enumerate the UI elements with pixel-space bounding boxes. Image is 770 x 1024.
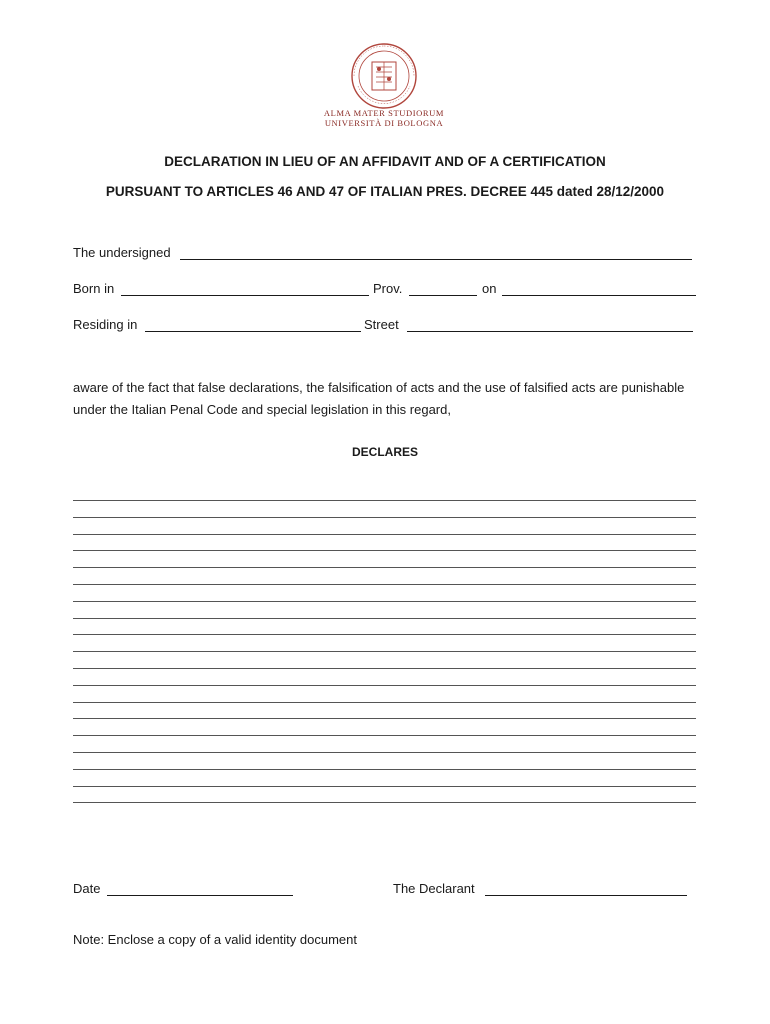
declaration-line[interactable]	[73, 668, 696, 669]
declaration-line[interactable]	[73, 702, 696, 703]
note-text: Note: Enclose a copy of a valid identity document	[73, 932, 357, 947]
declaration-line[interactable]	[73, 517, 696, 518]
declaration-line[interactable]	[73, 500, 696, 501]
undersigned-field[interactable]	[180, 259, 692, 260]
birth-date-field[interactable]	[502, 295, 696, 296]
declaration-line[interactable]	[73, 769, 696, 770]
prov-field[interactable]	[409, 295, 477, 296]
undersigned-label: The undersigned	[73, 245, 171, 260]
logo-text-line1: ALMA MATER STUDIORUM	[323, 108, 445, 118]
date-label: Date	[73, 881, 101, 896]
declares-heading: DECLARES	[351, 445, 418, 459]
birth-row	[73, 281, 696, 299]
residing-in-field[interactable]	[145, 331, 361, 332]
declaration-line[interactable]	[73, 550, 696, 551]
declaration-line[interactable]	[73, 752, 696, 753]
residence-row	[73, 317, 696, 335]
declaration-line[interactable]	[73, 584, 696, 585]
declaration-line[interactable]	[73, 802, 696, 803]
date-row	[73, 881, 298, 899]
declarant-signature-field[interactable]	[485, 895, 687, 896]
declaration-line[interactable]	[73, 718, 696, 719]
declaration-line[interactable]	[73, 534, 696, 535]
logo-text-line2: UNIVERSITÀ DI BOLOGNA	[324, 118, 444, 128]
declaration-line[interactable]	[73, 634, 696, 635]
declaration-line[interactable]	[73, 601, 696, 602]
statement-paragraph: aware of the fact that false declarations, the falsification of acts and the use of falsified acts are punishable under the Italian Penal Code and special legislation in this regard,	[73, 380, 685, 417]
university-logo	[322, 42, 446, 126]
date-field[interactable]	[107, 895, 293, 896]
street-label: Street	[364, 317, 399, 332]
declaration-line[interactable]	[73, 651, 696, 652]
document-subtitle: PURSUANT TO ARTICLES 46 AND 47 OF ITALIAN PRES. DECREE 445 dated 28/12/2000	[105, 184, 665, 199]
born-in-label: Born in	[73, 281, 115, 296]
declaration-line[interactable]	[73, 618, 696, 619]
street-field[interactable]	[407, 331, 693, 332]
residing-in-label: Residing in	[73, 317, 138, 332]
on-label: on	[482, 281, 497, 296]
declaration-line[interactable]	[73, 567, 696, 568]
university-seal-icon	[350, 42, 418, 110]
declaration-line[interactable]	[73, 735, 696, 736]
declarant-row	[393, 881, 693, 899]
declaration-line[interactable]	[73, 685, 696, 686]
declarant-label: The Declarant	[393, 881, 475, 896]
born-in-field[interactable]	[121, 295, 369, 296]
undersigned-row	[73, 245, 696, 263]
prov-label: Prov.	[373, 281, 403, 296]
document-title: DECLARATION IN LIEU OF AN AFFIDAVIT AND OF A CERTIFICATION	[164, 154, 606, 169]
declaration-line[interactable]	[73, 786, 696, 787]
